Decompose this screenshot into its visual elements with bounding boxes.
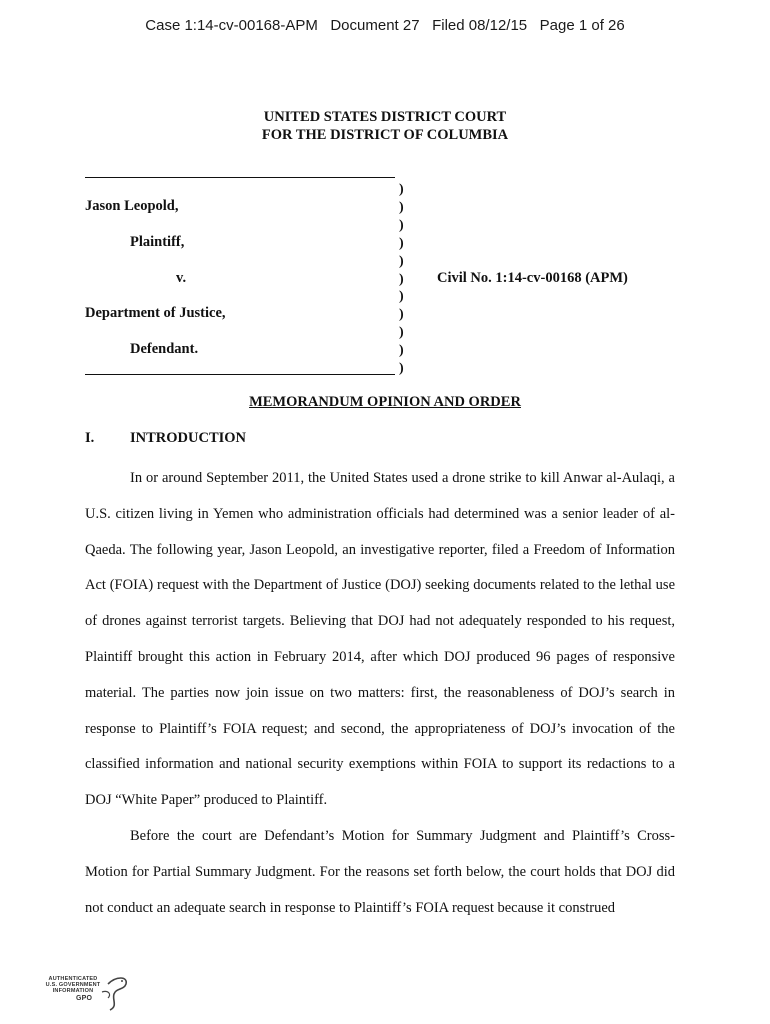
- defendant-role: Defendant.: [130, 341, 199, 357]
- opinion-body: [85, 461, 675, 926]
- caption-top-rule: [85, 177, 395, 178]
- logo-line-1: AUTHENTICATED: [48, 976, 98, 982]
- section-title: INTRODUCTION: [130, 430, 247, 446]
- paragraph: In or around September 2011, the United States used a drone strike to kill Anwar al-Aulaqi, a U.S. citizen living in Yemen who administration officials had determined was a senior leader of al-Qaeda. The following year, Jason Leopold, an investigative reporter, filed a Freedom of Information Act (FOIA) request with the Department of Justice (DOJ) seeking documents related to the lethal use of drones against terrorist targets. Believing that DOJ had not adequately responded to his request, Plaintiff brought this action in February 2014, after which DOJ produced 96 pages of responsive material. The parties now join issue on two matters: first, the reasonableness of DOJ’s search in response to Plaintiff’s FOIA request; and second, the appropriateness of DOJ’s invocation of the classified information and national security exemptions within FOIA to support its redactions to a DOJ “White Paper” produced to Plaintiff.: [85, 470, 675, 809]
- plaintiff-role: Plaintiff,: [130, 234, 185, 250]
- logo-line-2: U.S. GOVERNMENT: [45, 982, 101, 988]
- court-name: [0, 108, 770, 144]
- paragraph: Before the court are Defendant’s Motion for Summary Judgment and Plaintiff’s Cross-Motion for Partial Summary Judgment. For the reasons set forth below, the court holds that DOJ did not conduct an adequate search in response to Plaintiff’s FOIA request because it construed: [85, 827, 675, 916]
- plaintiff-name: Jason Leopold,: [85, 198, 179, 214]
- caption-parens: ) ) ) ) ) ) ) ) ) ) ): [399, 182, 404, 377]
- section-number: I.: [85, 430, 95, 446]
- court-line-1: UNITED STATES DISTRICT COURT: [263, 109, 507, 125]
- case-header: Case 1:14-cv-00168-APM Document 27 Filed 08/12/15 Page 1 of 26: [145, 17, 625, 34]
- case-number: Civil No. 1:14-cv-00168 (APM): [437, 270, 628, 286]
- gpo-authenticated-logo: [42, 972, 132, 1016]
- court-line-2: FOR THE DISTRICT OF COLUMBIA: [261, 127, 509, 143]
- versus: v.: [176, 270, 187, 286]
- logo-line-4: GPO: [76, 995, 93, 1002]
- document-title: MEMORANDUM OPINION AND ORDER: [249, 394, 521, 410]
- caption-bottom-rule: [85, 374, 395, 375]
- logo-line-3: INFORMATION: [52, 988, 94, 994]
- section-heading: [85, 430, 246, 447]
- defendant-name: Department of Justice,: [85, 305, 226, 321]
